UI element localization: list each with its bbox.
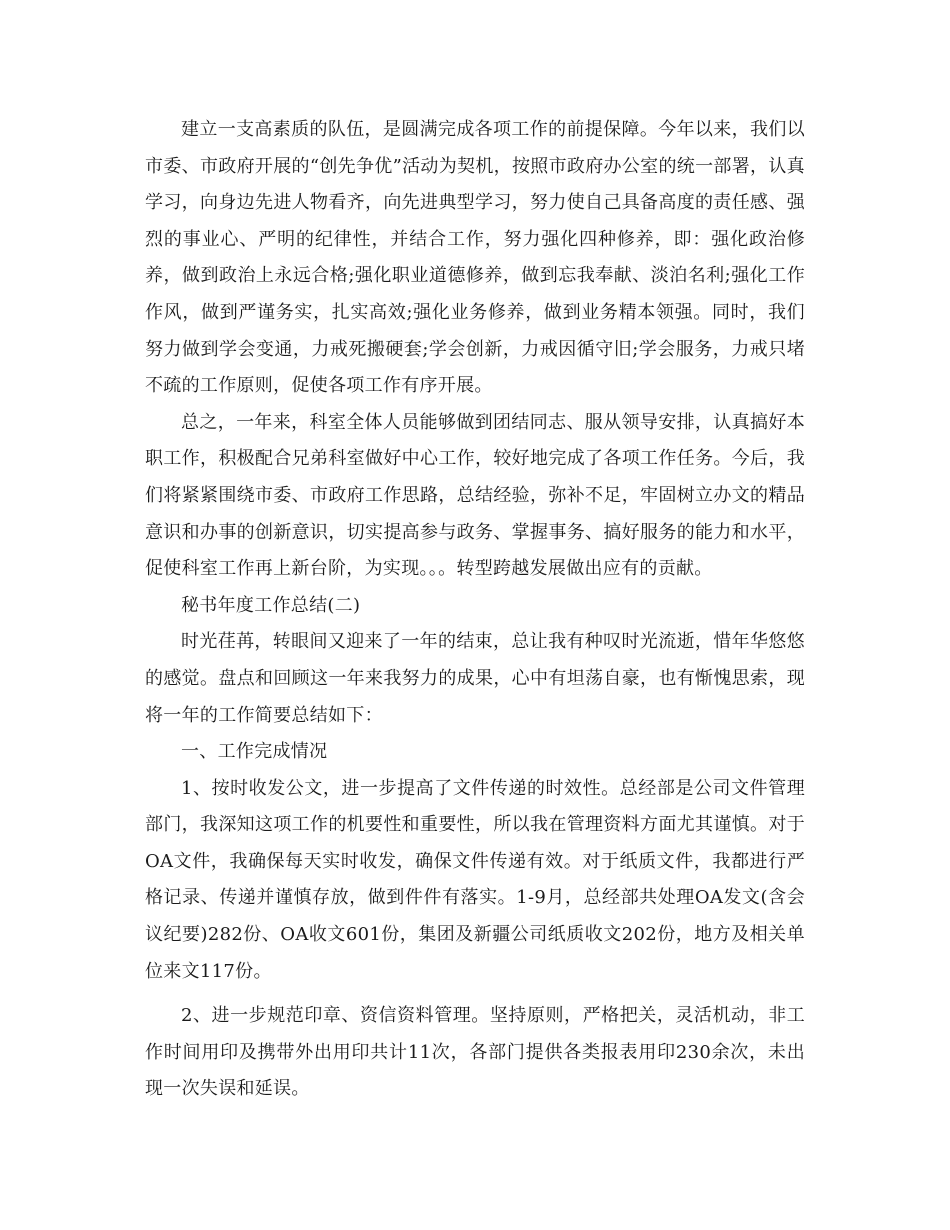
paragraph-spacer (145, 990, 805, 998)
paragraph-item-2: 2、进一步规范印章、资信资料管理。坚持原则，严格把关，灵活机动，非工作时间用印及携带外出用印共计11次，各部门提供各类报表用印230余次，未出现一次失误和延误。 (145, 1005, 805, 1100)
paragraph-item-1: 1、按时收发公文，进一步提高了文件传递的时效性。总经部是公司文件管理部门，我深知这项工作的机要性和重要性，所以我在管理资料方面尤其谨慎。对于OA文件，我确保每天实时收发，确保文件传递有效。对于纸质文件，我都进行严格记录、传递并谨慎存放，做到件件有落实。1-9月，总经部共处理OA发文(含会议纪要)282份、OA收文601份，集团及新疆公司纸质收文202份，地方及相关单位来文117份。 (145, 777, 805, 982)
section-title: 秘书年度工作总结(二) (181, 594, 361, 616)
paragraph-intro: 时光荏苒，转眼间又迎来了一年的结束，总让我有种叹时光流逝，惜年华悠悠的感觉。盘点和回顾这一年来我努力的成果，心中有坦荡自豪，也有惭愧思索，现将一年的工作简要总结如下： (145, 631, 805, 726)
document-body (145, 112, 805, 1108)
paragraph-summary: 总之，一年来，科室全体人员能够做到团结同志、服从领导安排，认真搞好本职工作，积极配合兄弟科室做好中心工作，较好地完成了各项工作任务。今后，我们将紧紧围绕市委、市政府工作思路，总结经验，弥补不足，牢固树立办文的精品意识和办事的创新意识，切实提高参与政务、掌握事务、搞好服务的能力和水平，促使科室工作再上新台阶，为实现。。。转型跨越发展做出应有的贡献。 (145, 411, 805, 580)
heading-work-completion: 一、工作完成情况 (181, 741, 328, 763)
paragraph-team-quality: 建立一支高素质的队伍，是圆满完成各项工作的前提保障。今年以来，我们以市委、市政府开展的“创先争优”活动为契机，按照市政府办公室的统一部署，认真学习，向身边先进人物看齐，向先进典型学习，努力使自己具备高度的责任感、强烈的事业心、严明的纪律性，并结合工作，努力强化四种修养，即：强化政治修养，做到政治上永远合格;强化职业道德修养，做到忘我奉献、淡泊名利;强化工作作风，做到严谨务实，扎实高效;强化业务修养，做到业务精本领强。同时，我们努力做到学会变通，力戒死搬硬套;学会创新，力戒因循守旧;学会服务，力戒只堵不疏的工作原则，促使各项工作有序开展。 (145, 119, 805, 397)
